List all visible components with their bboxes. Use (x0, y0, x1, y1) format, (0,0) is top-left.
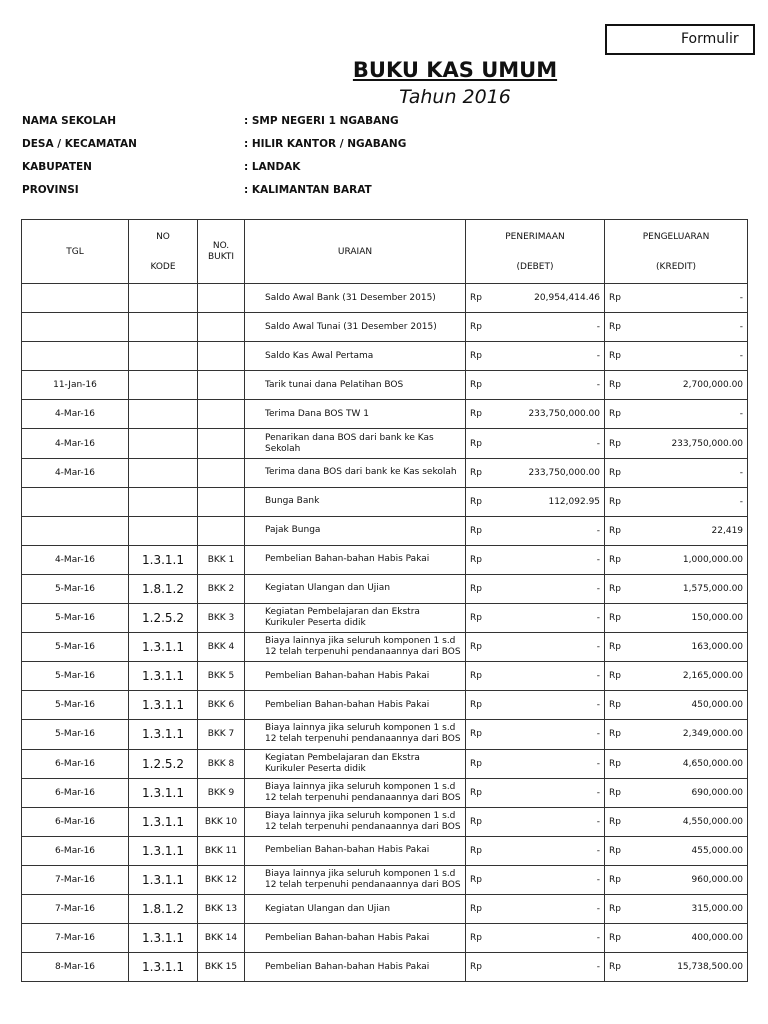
cell-kode (129, 458, 198, 487)
cell-bukti: BKK 3 (198, 604, 245, 633)
cell-debet: - (504, 865, 605, 894)
cell-bukti (198, 429, 245, 458)
cell-debet-currency: Rp (466, 284, 504, 313)
cell-kredit: 2,349,000.00 (641, 720, 748, 749)
cell-bukti: BKK 13 (198, 894, 245, 923)
cell-kode (129, 342, 198, 371)
cell-debet: - (504, 342, 605, 371)
cell-debet-currency: Rp (466, 778, 504, 807)
cell-uraian: Biaya lainnya jika seluruh komponen 1 s.d 12 telah terpenuhi pendanaannya dari BOS (245, 720, 466, 749)
cell-kode: 1.3.1.1 (129, 836, 198, 865)
cell-debet-currency: Rp (466, 604, 504, 633)
info-label-regency: KABUPATEN (22, 161, 92, 173)
header-pengeluaran (605, 220, 748, 284)
cell-kode: 1.3.1.1 (129, 953, 198, 982)
cell-uraian: Pembelian Bahan-bahan Habis Pakai (245, 924, 466, 953)
table-row (22, 778, 748, 807)
cell-kredit-currency: Rp (605, 516, 641, 545)
cell-kredit: - (641, 342, 748, 371)
table-row (22, 313, 748, 342)
cell-tgl: 7-Mar-16 (22, 894, 129, 923)
cell-debet: - (504, 691, 605, 720)
cell-uraian: Kegiatan Pembelajaran dan Ekstra Kurikuler Peserta didik (245, 749, 466, 778)
cell-kode: 1.8.1.2 (129, 894, 198, 923)
cell-tgl (22, 342, 129, 371)
cell-kredit-currency: Rp (605, 429, 641, 458)
cell-kredit-currency: Rp (605, 458, 641, 487)
cell-bukti: BKK 1 (198, 545, 245, 574)
cell-kode: 1.2.5.2 (129, 749, 198, 778)
cell-uraian: Saldo Awal Tunai (31 Desember 2015) (245, 313, 466, 342)
cell-debet-currency: Rp (466, 894, 504, 923)
cell-debet-currency: Rp (466, 371, 504, 400)
header-no-bukti (198, 220, 245, 284)
cell-tgl: 5-Mar-16 (22, 574, 129, 603)
cell-debet-currency: Rp (466, 924, 504, 953)
cell-kode (129, 284, 198, 313)
cell-tgl: 4-Mar-16 (22, 429, 129, 458)
cell-kredit: 150,000.00 (641, 604, 748, 633)
cell-kredit: 960,000.00 (641, 865, 748, 894)
document-subtitle: Tahun 2016 (399, 86, 511, 108)
cell-bukti: BKK 2 (198, 574, 245, 603)
cell-kredit-currency: Rp (605, 953, 641, 982)
cell-kredit: 22,419 (641, 516, 748, 545)
cell-kredit: 450,000.00 (641, 691, 748, 720)
cell-debet: - (504, 778, 605, 807)
cell-debet-currency: Rp (466, 836, 504, 865)
cell-kredit-currency: Rp (605, 633, 641, 662)
cell-debet-currency: Rp (466, 633, 504, 662)
cell-debet-currency: Rp (466, 953, 504, 982)
table-row (22, 924, 748, 953)
cell-kode: 1.3.1.1 (129, 633, 198, 662)
cell-kredit-currency: Rp (605, 574, 641, 603)
table-row (22, 400, 748, 429)
cell-debet: - (504, 662, 605, 691)
cell-debet-currency: Rp (466, 865, 504, 894)
cell-kredit-currency: Rp (605, 749, 641, 778)
cell-kredit: 400,000.00 (641, 924, 748, 953)
cell-bukti: BKK 10 (198, 807, 245, 836)
cell-uraian: Kegiatan Ulangan dan Ujian (245, 574, 466, 603)
cell-bukti: BKK 12 (198, 865, 245, 894)
cell-kredit: - (641, 284, 748, 313)
cell-tgl (22, 313, 129, 342)
cell-uraian: Saldo Awal Bank (31 Desember 2015) (245, 284, 466, 313)
cell-debet-currency: Rp (466, 342, 504, 371)
cell-debet: - (504, 516, 605, 545)
cell-kredit: - (641, 487, 748, 516)
cell-debet: 233,750,000.00 (504, 458, 605, 487)
cell-debet: 233,750,000.00 (504, 400, 605, 429)
form-label: Formulir (681, 31, 739, 47)
cell-uraian: Penarikan dana BOS dari bank ke Kas Sekolah (245, 429, 466, 458)
cell-debet: - (504, 836, 605, 865)
form-label-box (605, 24, 755, 55)
cell-bukti: BKK 4 (198, 633, 245, 662)
cell-kode: 1.2.5.2 (129, 604, 198, 633)
cell-kredit: 163,000.00 (641, 633, 748, 662)
header-no-kode-top: NO (156, 231, 170, 242)
cell-kode: 1.3.1.1 (129, 720, 198, 749)
info-value-regency: : LANDAK (244, 161, 301, 173)
cell-bukti: BKK 15 (198, 953, 245, 982)
table-row (22, 487, 748, 516)
cell-debet-currency: Rp (466, 749, 504, 778)
table-row (22, 604, 748, 633)
cell-kredit: 315,000.00 (641, 894, 748, 923)
cell-kredit: 4,650,000.00 (641, 749, 748, 778)
cell-uraian: Kegiatan Pembelajaran dan Ekstra Kurikuler Peserta didik (245, 604, 466, 633)
cell-kredit-currency: Rp (605, 807, 641, 836)
cell-uraian: Saldo Kas Awal Pertama (245, 342, 466, 371)
cell-kredit: 455,000.00 (641, 836, 748, 865)
cell-bukti (198, 400, 245, 429)
cell-uraian: Kegiatan Ulangan dan Ujian (245, 894, 466, 923)
cell-kode: 1.3.1.1 (129, 545, 198, 574)
header-no-kode (129, 220, 198, 284)
header-pengeluaran-top: PENGELUARAN (642, 231, 710, 242)
table-row (22, 953, 748, 982)
cell-debet-currency: Rp (466, 691, 504, 720)
table-row (22, 574, 748, 603)
cell-tgl: 6-Mar-16 (22, 749, 129, 778)
cell-tgl: 6-Mar-16 (22, 807, 129, 836)
cell-debet: - (504, 720, 605, 749)
info-label-school: NAMA SEKOLAH (22, 115, 117, 127)
cell-kode (129, 313, 198, 342)
cell-bukti: BKK 8 (198, 749, 245, 778)
cell-debet-currency: Rp (466, 807, 504, 836)
cell-debet-currency: Rp (466, 400, 504, 429)
cell-kode (129, 371, 198, 400)
cell-kredit: - (641, 400, 748, 429)
cell-kredit-currency: Rp (605, 487, 641, 516)
cell-debet-currency: Rp (466, 516, 504, 545)
cell-bukti: BKK 11 (198, 836, 245, 865)
cell-bukti: BKK 6 (198, 691, 245, 720)
cell-kredit: 2,165,000.00 (641, 662, 748, 691)
header-penerimaan-top: PENERIMAAN (505, 231, 565, 242)
cell-kode (129, 516, 198, 545)
cell-debet: - (504, 633, 605, 662)
info-label-province: PROVINSI (22, 184, 79, 196)
cell-kode: 1.3.1.1 (129, 865, 198, 894)
cell-debet: - (504, 749, 605, 778)
cell-kredit-currency: Rp (605, 865, 641, 894)
cell-kredit-currency: Rp (605, 691, 641, 720)
cell-debet: - (504, 371, 605, 400)
table-header-row (22, 220, 748, 284)
cell-debet: - (504, 574, 605, 603)
table-row (22, 429, 748, 458)
cell-kredit-currency: Rp (605, 545, 641, 574)
cell-tgl: 6-Mar-16 (22, 778, 129, 807)
cell-kode: 1.3.1.1 (129, 778, 198, 807)
table-row (22, 633, 748, 662)
cell-kredit: - (641, 313, 748, 342)
header-penerimaan-bottom: (DEBET) (516, 261, 554, 272)
table-row (22, 342, 748, 371)
cell-kredit-currency: Rp (605, 284, 641, 313)
cell-tgl: 5-Mar-16 (22, 633, 129, 662)
cell-kode: 1.3.1.1 (129, 691, 198, 720)
header-no-bukti-top: NO. (212, 240, 230, 251)
cell-kredit-currency: Rp (605, 778, 641, 807)
cell-uraian: Biaya lainnya jika seluruh komponen 1 s.d 12 telah terpenuhi pendanaannya dari BOS (245, 633, 466, 662)
cell-bukti: BKK 9 (198, 778, 245, 807)
cell-tgl: 6-Mar-16 (22, 836, 129, 865)
cell-tgl: 8-Mar-16 (22, 953, 129, 982)
cell-bukti (198, 284, 245, 313)
cell-uraian: Biaya lainnya jika seluruh komponen 1 s.d 12 telah terpenuhi pendanaannya dari BOS (245, 778, 466, 807)
cell-uraian: Tarik tunai dana Pelatihan BOS (245, 371, 466, 400)
header-uraian: URAIAN (245, 220, 466, 284)
cell-uraian: Terima dana BOS dari bank ke Kas sekolah (245, 458, 466, 487)
cell-kode: 1.3.1.1 (129, 662, 198, 691)
cell-tgl: 7-Mar-16 (22, 865, 129, 894)
cell-kode: 1.3.1.1 (129, 807, 198, 836)
cell-kredit-currency: Rp (605, 313, 641, 342)
cell-kredit-currency: Rp (605, 894, 641, 923)
cell-tgl: 5-Mar-16 (22, 720, 129, 749)
cell-kredit: 233,750,000.00 (641, 429, 748, 458)
cell-kredit: - (641, 458, 748, 487)
table-row (22, 865, 748, 894)
cell-uraian: Biaya lainnya jika seluruh komponen 1 s.d 12 telah terpenuhi pendanaannya dari BOS (245, 865, 466, 894)
table-row (22, 458, 748, 487)
cell-tgl: 5-Mar-16 (22, 662, 129, 691)
cell-kode (129, 400, 198, 429)
cell-debet-currency: Rp (466, 487, 504, 516)
info-label-village: DESA / KECAMATAN (22, 138, 137, 150)
cell-debet-currency: Rp (466, 720, 504, 749)
cell-uraian: Pembelian Bahan-bahan Habis Pakai (245, 953, 466, 982)
cell-tgl: 5-Mar-16 (22, 691, 129, 720)
table-row (22, 284, 748, 313)
cell-tgl: 4-Mar-16 (22, 545, 129, 574)
cell-debet-currency: Rp (466, 545, 504, 574)
cell-kredit-currency: Rp (605, 371, 641, 400)
cell-uraian: Bunga Bank (245, 487, 466, 516)
header-penerimaan (466, 220, 605, 284)
cell-tgl (22, 284, 129, 313)
cell-kredit: 15,738,500.00 (641, 953, 748, 982)
cell-uraian: Biaya lainnya jika seluruh komponen 1 s.d 12 telah terpenuhi pendanaannya dari BOS (245, 807, 466, 836)
cell-kredit-currency: Rp (605, 342, 641, 371)
table-row (22, 720, 748, 749)
cell-tgl: 4-Mar-16 (22, 400, 129, 429)
cell-kredit-currency: Rp (605, 604, 641, 633)
cell-debet: - (504, 924, 605, 953)
cell-kredit: 4,550,000.00 (641, 807, 748, 836)
cell-kredit-currency: Rp (605, 836, 641, 865)
info-value-village: : HILIR KANTOR / NGABANG (244, 138, 407, 150)
header-no-bukti-bottom: BUKTI (207, 251, 235, 262)
cell-tgl (22, 516, 129, 545)
cell-debet: - (504, 894, 605, 923)
table-row (22, 371, 748, 400)
cell-tgl: 5-Mar-16 (22, 604, 129, 633)
cell-bukti (198, 342, 245, 371)
header-tgl: TGL (22, 220, 129, 284)
cell-bukti (198, 516, 245, 545)
cell-bukti (198, 371, 245, 400)
cell-kode (129, 487, 198, 516)
cell-debet-currency: Rp (466, 429, 504, 458)
cell-uraian: Pembelian Bahan-bahan Habis Pakai (245, 545, 466, 574)
cell-kredit-currency: Rp (605, 924, 641, 953)
cell-bukti: BKK 7 (198, 720, 245, 749)
cell-debet: - (504, 313, 605, 342)
cell-debet: - (504, 604, 605, 633)
table-row (22, 516, 748, 545)
cell-kode: 1.8.1.2 (129, 574, 198, 603)
cell-debet: 112,092.95 (504, 487, 605, 516)
cell-kredit-currency: Rp (605, 400, 641, 429)
cell-bukti (198, 487, 245, 516)
cell-kredit-currency: Rp (605, 720, 641, 749)
cell-kode: 1.3.1.1 (129, 924, 198, 953)
table-row (22, 545, 748, 574)
header-no-kode-bottom: KODE (150, 261, 176, 272)
cell-tgl (22, 487, 129, 516)
cell-debet: - (504, 545, 605, 574)
cell-debet: - (504, 429, 605, 458)
cash-ledger-table (21, 219, 748, 982)
cell-kredit-currency: Rp (605, 662, 641, 691)
cell-uraian: Pembelian Bahan-bahan Habis Pakai (245, 836, 466, 865)
info-value-school: : SMP NEGERI 1 NGABANG (244, 115, 399, 127)
cell-uraian: Pembelian Bahan-bahan Habis Pakai (245, 691, 466, 720)
cell-debet-currency: Rp (466, 662, 504, 691)
cell-debet: - (504, 953, 605, 982)
cell-bukti (198, 313, 245, 342)
table-row (22, 894, 748, 923)
table-row (22, 836, 748, 865)
info-value-province: : KALIMANTAN BARAT (244, 184, 372, 196)
cell-uraian: Pembelian Bahan-bahan Habis Pakai (245, 662, 466, 691)
cell-debet-currency: Rp (466, 574, 504, 603)
cell-kredit: 1,575,000.00 (641, 574, 748, 603)
table-row (22, 662, 748, 691)
cell-uraian: Terima Dana BOS TW 1 (245, 400, 466, 429)
table-row (22, 691, 748, 720)
table-row (22, 807, 748, 836)
cell-tgl: 7-Mar-16 (22, 924, 129, 953)
table-row (22, 749, 748, 778)
cell-debet-currency: Rp (466, 458, 504, 487)
cell-bukti (198, 458, 245, 487)
cell-kredit: 1,000,000.00 (641, 545, 748, 574)
cell-kode (129, 429, 198, 458)
cell-debet: 20,954,414.46 (504, 284, 605, 313)
cell-bukti: BKK 14 (198, 924, 245, 953)
cell-bukti: BKK 5 (198, 662, 245, 691)
header-pengeluaran-bottom: (KREDIT) (656, 261, 696, 272)
cell-tgl: 4-Mar-16 (22, 458, 129, 487)
cell-tgl: 11-Jan-16 (22, 371, 129, 400)
cell-debet-currency: Rp (466, 313, 504, 342)
cell-kredit: 690,000.00 (641, 778, 748, 807)
document-title: BUKU KAS UMUM (352, 58, 558, 82)
cell-kredit: 2,700,000.00 (641, 371, 748, 400)
cell-debet: - (504, 807, 605, 836)
cell-uraian: Pajak Bunga (245, 516, 466, 545)
